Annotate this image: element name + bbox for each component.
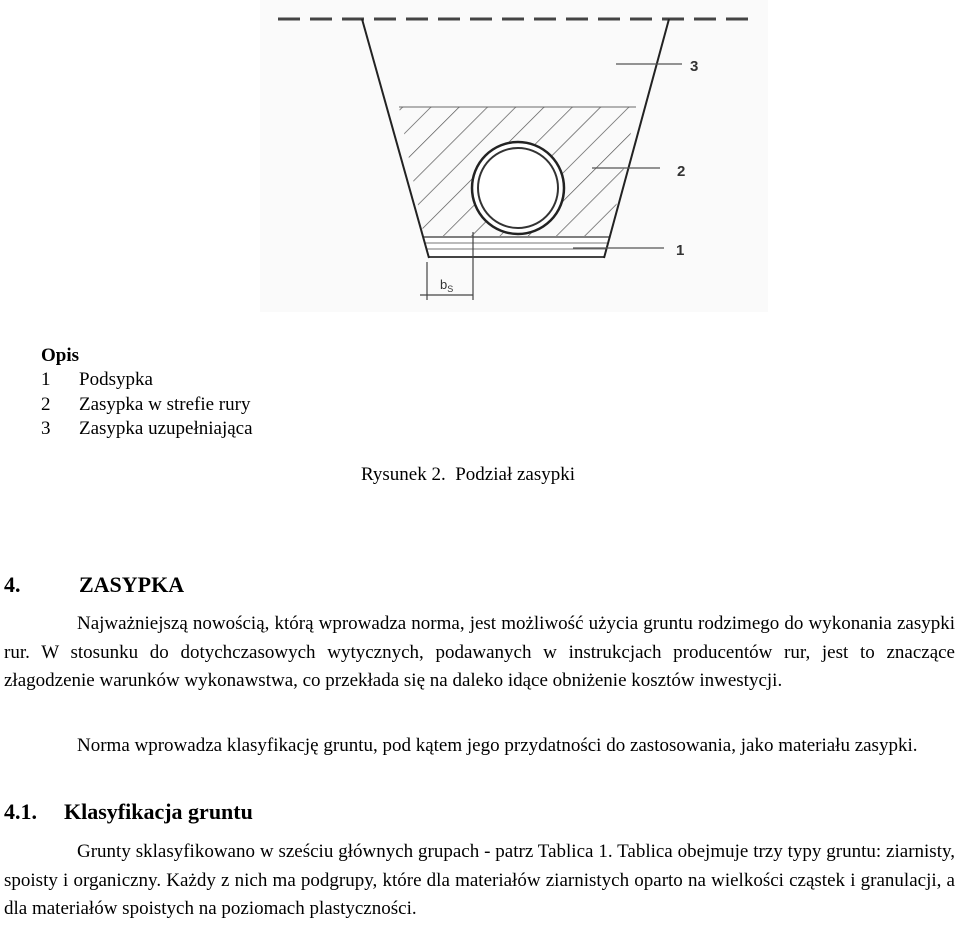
legend-item-1-number: 1 — [41, 369, 51, 390]
figure-label-2: 2 — [677, 163, 686, 180]
legend-item-2-number: 2 — [41, 394, 51, 415]
section-number: 4. — [4, 572, 21, 597]
figure-label-3: 3 — [690, 58, 699, 75]
figure-label-1: 1 — [676, 242, 685, 259]
section-title: ZASYPKA — [79, 572, 185, 597]
figure-caption: Rysunek 2. Podział zasypki — [361, 464, 576, 485]
section-paragraph-2: Norma wprowadza klasyfikację gruntu, pod kątem jego przydatności do zastosowania, jako materiału zasypki. — [77, 735, 918, 756]
subsection-paragraph-1: Grunty sklasyfikowano w sześciu głównych grupach - patrz Tablica 1. Tablica obejmuje trzy typy gruntu: ziarnisty, spoisty i organiczny. Każdy z nich ma podgrupy, które dla materiałów ziarnistych oparto na wielkości cząstek i granulacji, a dla materiałów spoistych na poziomach plastyczności. — [4, 841, 955, 920]
legend-title: Opis — [41, 345, 80, 366]
section-paragraph-1: Najważniejszą nowością, którą wprowadza norma, jest możliwość użycia gruntu rodzimego do wykonania zasypki rur. W stosunku do dotychczasowych wytycznych, podawanych w instrukcjach producentów rur, jest to znaczące złagodzenie warunków wykonawstwa, co przekłada się na daleko idące obniżenie kosztów inwestycji. — [4, 613, 955, 692]
trench-cross-section-diagram — [0, 0, 960, 320]
subsection-title: Klasyfikacja gruntu — [64, 799, 253, 824]
legend-item-3-number: 3 — [41, 418, 51, 439]
legend-item-2-text: Zasypka w strefie rury — [79, 394, 251, 415]
subsection-number: 4.1. — [4, 799, 37, 824]
legend-item-3-text: Zasypka uzupełniająca — [79, 418, 253, 439]
bs-label: $b_S$ — [440, 277, 454, 294]
bedding-layer — [424, 236, 609, 258]
legend-item-1-text: Podsypka — [79, 369, 153, 390]
